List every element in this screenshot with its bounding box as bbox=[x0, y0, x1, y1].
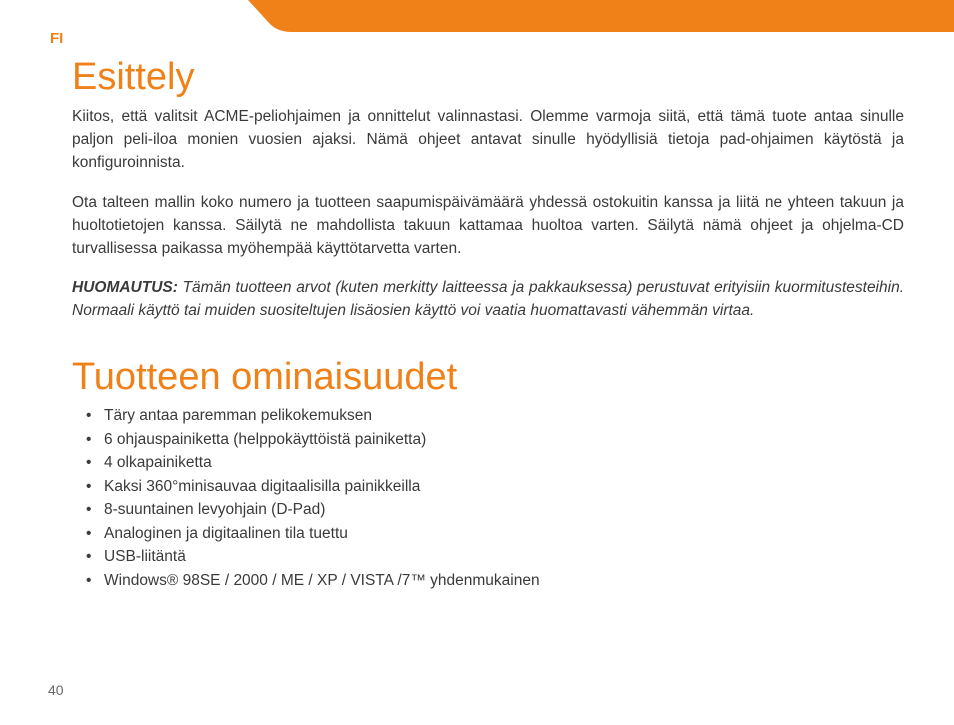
intro-paragraph-1: Kiitos, että valitsit ACME-peliohjaimen ja onnittelut valinnastasi. Olemme varmoja siitä, että tämä tuote antaa sinulle paljon peli-iloa monien vuosien ajaksi. Nämä ohjeet antavat sinulle hyödyllisiä tietoja pad-ohjaimen käytöstä ja konfiguroinnista. bbox=[72, 108, 904, 171]
feature-text: USB-liitäntä bbox=[104, 548, 186, 565]
note-label: HUOMAUTUS: bbox=[72, 279, 178, 296]
intro-paragraph-2: Ota talteen mallin koko numero ja tuotteen saapumispäivämäärä yhdessä ostokuitin kanssa ja liitä ne yhteen takuun ja huoltotietojen kanssa. Säilytä ne mahdollista takuun kattamaa huoltoa varten. Säilytä nämä ohjeet ja ohjelma-CD turvallisessa paikassa myöhempää käyttötarvetta varten. bbox=[72, 194, 904, 257]
feature-text: 6 ohjauspainiketta (helppokäyttöistä painiketta) bbox=[104, 430, 427, 448]
feature-text: Täry antaa paremman pelikokemuksen bbox=[104, 407, 372, 424]
feature-text: 8-suuntainen levyohjain (D-Pad) bbox=[104, 501, 326, 518]
list-item bbox=[86, 428, 540, 452]
bullet-icon: • bbox=[86, 524, 92, 542]
list-item bbox=[86, 569, 540, 593]
feature-text: Analoginen ja digitaalinen tila tuettu bbox=[104, 524, 348, 542]
bullet-icon: • bbox=[86, 477, 92, 495]
list-item bbox=[86, 404, 540, 428]
feature-text: Kaksi 360°minisauvaa digitaalisilla painikkeilla bbox=[104, 477, 421, 495]
feature-text: 4 olkapainiketta bbox=[104, 454, 212, 471]
page-number: 40 bbox=[48, 682, 64, 698]
list-item bbox=[86, 522, 540, 546]
list-item bbox=[86, 451, 540, 475]
feature-text: Windows® 98SE / 2000 / ME / XP / VISTA /7™ yhdenmukainen bbox=[104, 571, 540, 589]
language-tag: FI bbox=[50, 30, 64, 47]
note-text: Tämän tuotteen arvot (kuten merkitty laitteessa ja pakkauksessa) perustuvat erityisiin kuormitustesteihin. Normaali käyttö tai muiden suositeltujen lisäosien käyttö voi vaatia huomattavasti vähemmän virtaa. bbox=[72, 279, 904, 319]
bullet-icon: • bbox=[86, 548, 92, 565]
header-accent-band bbox=[248, 0, 954, 32]
note-paragraph bbox=[72, 276, 904, 322]
bullet-icon: • bbox=[86, 454, 92, 471]
section-title-introduction: Esittely bbox=[72, 56, 195, 98]
list-item bbox=[86, 498, 540, 522]
feature-list bbox=[86, 404, 540, 592]
bullet-icon: • bbox=[86, 571, 92, 589]
list-item bbox=[86, 475, 540, 499]
bullet-icon: • bbox=[86, 501, 92, 518]
bullet-icon: • bbox=[86, 430, 92, 448]
list-item bbox=[86, 545, 540, 569]
section-title-features: Tuotteen ominaisuudet bbox=[72, 356, 458, 398]
bullet-icon: • bbox=[86, 407, 92, 424]
